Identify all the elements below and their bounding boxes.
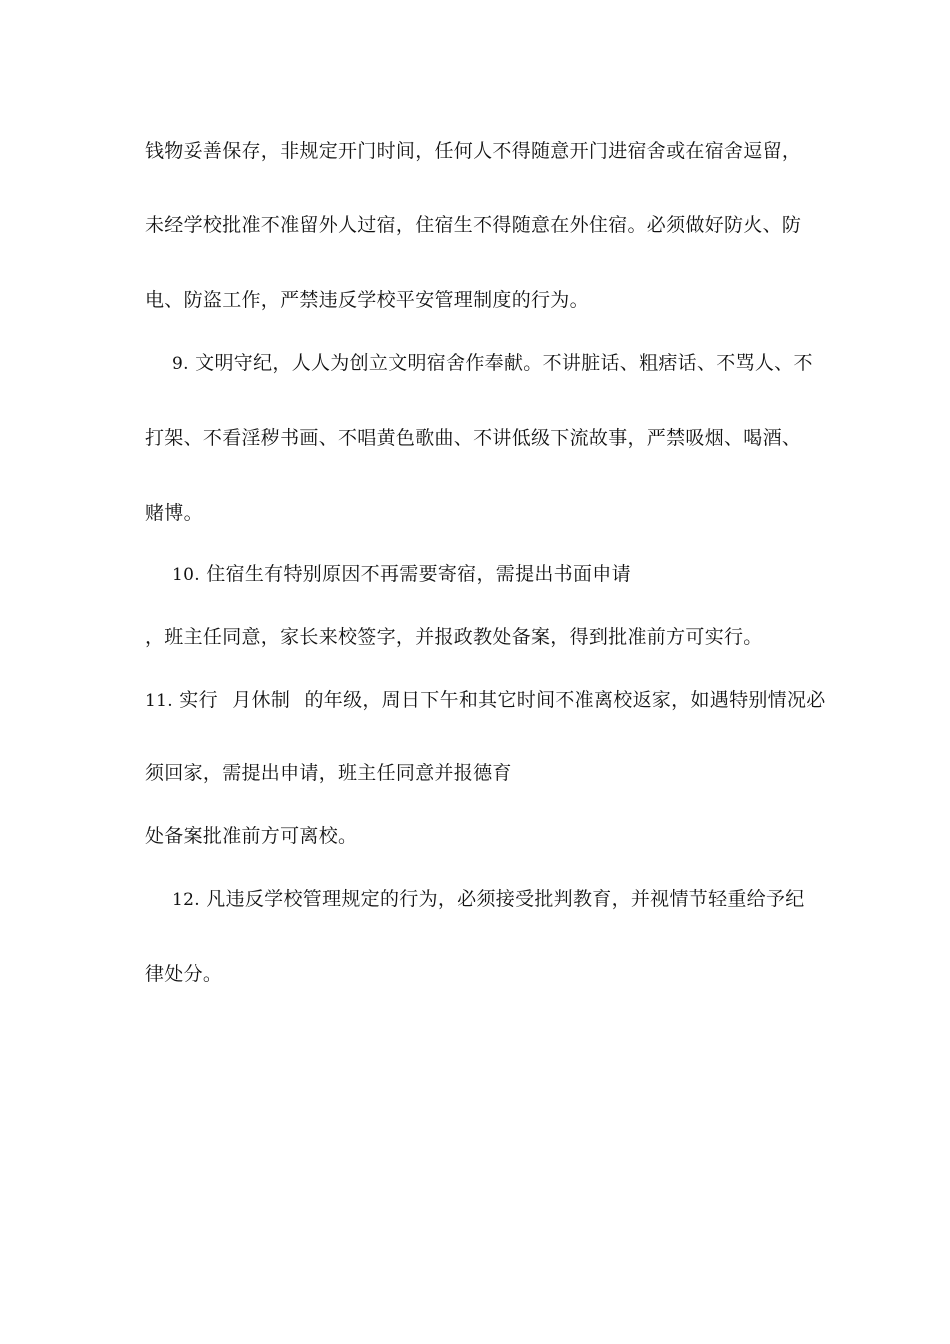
item-12-line (172, 886, 805, 913)
item-10-line (172, 561, 631, 588)
item-11-line (145, 687, 826, 714)
line-text: 住宿生有特别原因不再需要寄宿，需提出书面申请 (206, 563, 631, 585)
text-line (145, 624, 763, 650)
text-line (145, 500, 203, 526)
item-9-line (172, 350, 813, 377)
line-text: 的年级，周日下午和其它时间不准离校返家，如遇特别情况必 (304, 689, 826, 711)
line-text: 律处分。 (145, 963, 223, 985)
line-text: 电、防盗工作，严禁违反学校平安管理制度的行为。 (145, 289, 589, 311)
text-line (145, 212, 801, 238)
text-line (145, 760, 512, 786)
line-text: 赌博。 (145, 502, 203, 524)
text-line (145, 287, 589, 313)
item-number: 10. (172, 565, 200, 585)
line-text: ，班主任同意，家长来校签字，并报政教处备案，得到批准前方可实行。 (145, 626, 763, 648)
line-text: 未经学校批准不准留外人过宿，住宿生不得随意在外住宿。必须做好防火、防 (145, 214, 802, 236)
text-line (145, 425, 801, 451)
line-text: 须回家，需提出申请，班主任同意并报德育 (145, 762, 512, 784)
text-line (145, 823, 357, 849)
line-text: 处备案批准前方可离校。 (145, 825, 358, 847)
line-text: 月休制 (232, 689, 291, 711)
line-text: 钱物妥善保存，非规定开门时间，任何人不得随意开门进宿舍或在宿舍逗留， (145, 140, 802, 162)
line-text: 文明守纪，人人为创立文明宿舍作奉献。不讲脏话、粗痞话、不骂人、不 (195, 352, 813, 374)
item-number: 9. (172, 354, 189, 374)
line-text: 打架、不看淫秽书画、不唱黄色歌曲、不讲低级下流故事，严禁吸烟、喝酒、 (145, 427, 802, 449)
line-text: 凡违反学校管理规定的行为，必须接受批判教育，并视情节轻重给予纪 (206, 888, 805, 910)
item-number: 12. (172, 890, 200, 910)
text-line (145, 138, 801, 164)
item-number: 11. (145, 691, 173, 711)
text-line (145, 961, 222, 987)
line-text: 实行 (179, 689, 218, 711)
